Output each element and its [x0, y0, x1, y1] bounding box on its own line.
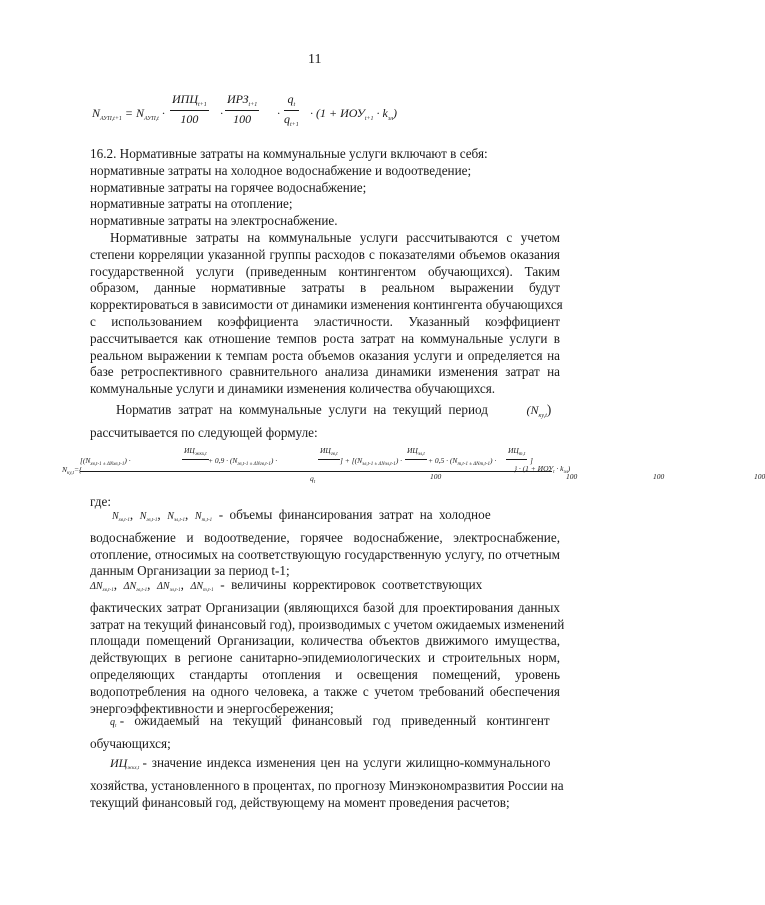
document-page: 11 $N_{АУП,t+1} = N_{АУП,t}$ · $ИПЦ_{t+1}$ 100 · $ИРЗ_{t+1}$ 100 · $\frac{q_t}{q_{t+1}}$ · $(1 + ИОУ_{t+1} \cdot k_{эл})$ 16.2. Нормативные затраты на коммунальные услуги включают в себя: нормативные затраты на холодное водоснабжение и водоотведение; нормативные затраты на горячее водоснабжение; нормативные затраты на отопление; нормативные затраты на электроснабжение. Нормативные затраты на коммунальные услуги рассчитываются с учетом степени корреляции указанной группы расходов с показателями объемов оказания государственной услуги (приведенным контингентом обучающихся). Таким образом, данные нормативные затраты в реальном выражении будут корректироваться в зависимости от динамики изменения контингента обучающихся с использованием коэффициента эластичности. Указанный коэффициент рассчитывается как отношение темпов роста затрат на коммунальные услуги в реальном выражении к темпам роста объемов оказания услуги и определяется на базе ретроспективного сравнительного анализа динамики изменения затрат на коммунальные услуги и динамики изменения количества обучающихся. Норматив затрат на коммунальные услуги на текущий период $(N_{ку,t})$ рассчитывается по следующей формуле: $N_{ку,t}=${ [$(N_{хв,t-1 \pm \Delta Nхв,t-1})$ · $ИЦ_{жкх,t}$ 100 + $0,9 \cdot (N_{гв,t-1 \pm \Delta Nгв,t-1})$ · $ИЦ_{гв,t}$ 100 ] + [$(N_{эл,t-1 \pm \Delta Nэл,t-1})$ · $ИЦ_{эл,t}$ 100 + $0,5 \cdot (N_{т,t-1 \pm \Delta Nт,t-1})$ · $ИЦ_{т,t}$ 100 ] $q_t$ } · $(1 + ИОУ_t \cdot k_{эл})$ где: $N_{хв,t-1}$, $N_{гв,t-1}$, $N_{эл,t-1}$, $N_{т,t-1}$ - объемы финансирования затрат на холодное водоснабжение и водоотведение, горячее водоснабжение, электроснабжение, отопление, относимых на соответствующую государственную услугу, по отчетным данным Организации за период t-1; $\Delta N_{хв,t-1}$, $\Delta N_{гв,t-1}$, $\Delta N_{эл,t-1}$, $\Delta N_{т,t-1}$ - величины корректировок соответствующих фактических затрат Организации (являющихся базой для проектирования данных затрат на текущий финансовый год), производимых с учетом ожидаемых изменений площади помещений Организации, количества объектов движимого имущества, действующих в регионе санитарно-эпидемиологических и строительных норм, определяющих стандарты отопления и освещения помещений, уровень водопотребления на одного человека, а также с учетом требований обеспечения энергоэффективности и энергосбережения; $q_t$ - ожидаемый на текущий финансовый год приведенный контингент обучающихся; ИЦжкх,t - значение индекса изменения цен на услуги жилищно-коммунального хозяйства, установленного в процентах, по прогнозу Минэкономразвития России на текущий финансовый год, действующему на момент проведения расчетов;: [62, 52, 765, 810]
list-item: нормативные затраты на электроснабжение.: [90, 213, 338, 229]
text-line: данным Организации за период t-1;: [90, 563, 290, 579]
text-line: реальном выражении к темпам роста объемов оказания услуги и определяется на: [90, 347, 560, 363]
text-line: корректироваться в зависимости от динамики изменения контингента обучающихся: [90, 297, 563, 313]
text-line: фактических затрат Организации (являющихся базой для проектирования данных: [90, 599, 560, 615]
formula-subscript: АУП,t+1: [100, 116, 122, 122]
formula-symbol: · (1 + ИОУ: [310, 106, 365, 120]
text-line: степени корреляции указанной группы расходов с показателями объемов оказания: [90, 246, 560, 262]
text-line: образом, данные нормативные затраты в реальном выражении будут: [90, 280, 560, 296]
text-line: энергоэффективности и энергосбережения;: [90, 700, 334, 716]
formula-fraction-bar: [80, 471, 552, 472]
text-line: с использованием коэффициента эластичности. Указанный коэффициент: [90, 313, 560, 329]
definition-price-index: [90, 755, 564, 811]
text-line: хозяйства, установленного в процентах, по прогнозу Минэкономразвития России на: [90, 777, 564, 793]
formula-numerator: [$(N_{хв,t-1 \pm \Delta Nхв,t-1})$ · $ИЦ_{жкх,t}$ 100 + $0,9 \cdot (N_{гв,t-1 \pm \Delta Nгв,t-1})$ · $ИЦ_{гв,t}$ 100 ] + [$(N_{эл,t-1 \pm \Delta Nэл,t-1})$ · $ИЦ_{эл,t}$ 100 + $0,5 \cdot (N_{т,t-1 \pm \Delta Nт,t-1})$ · $ИЦ_{т,t}$ 100 ]: [80, 446, 765, 481]
section-heading: 16.2. Нормативные затраты на коммунальные услуги включают в себя:: [90, 146, 488, 161]
formula-fraction: $ИПЦ_{t+1}$ 100: [172, 92, 207, 126]
text-line: - объемы финансирования затрат на холодное: [218, 507, 491, 522]
text-line: текущий финансовый год, действующему на момент проведения расчетов;: [90, 794, 510, 810]
page-number: 11: [308, 52, 322, 67]
formula-symbol: $N_{эл,t-1}$: [167, 511, 186, 523]
formula-subscript: АУП,t: [144, 116, 159, 122]
formula-symbol: = N: [124, 106, 144, 120]
formula-symbol: $N_{гв,t-1}$: [139, 511, 158, 523]
text-line: базе ретроспективного сравнительного анализа динамики изменения затрат на: [90, 364, 560, 380]
text-line: рассчитывается как отношение темпов роста затрат на коммунальные услуги в: [90, 330, 560, 346]
formula-symbol: N: [92, 106, 101, 120]
formula-symbol: $\Delta N_{гв,t-1}$: [123, 581, 148, 593]
formula-fraction: $ИЦ_{т,t}$ 100: [508, 446, 765, 481]
formula-symbol: $\Delta N_{эл,t-1}$: [157, 581, 181, 593]
formula-symbol: ИЦжкх,t: [110, 756, 140, 771]
text-line: - величины корректировок соответствующих: [220, 577, 483, 592]
list-item: нормативные затраты на холодное водоснабжение и водоотведение;: [90, 162, 472, 178]
formula-symbol: $N_{хв,t-1}$: [112, 511, 130, 523]
text-line: водоснабжение и водоотведение, горячее водоснабжение, электроснабжение,: [90, 529, 560, 545]
text-line: Норматив затрат на коммунальные услуги на текущий период: [116, 402, 488, 417]
formula-symbol: $\Delta N_{т,t-1}$: [190, 581, 214, 593]
text-line: площади помещений Организации, количества объектов движимого имущества,: [90, 633, 560, 649]
formula-denominator: $q_t$: [310, 474, 316, 485]
list-item: нормативные затраты на горячее водоснабжение;: [90, 179, 367, 195]
formula-fraction: $ИЦ_{гв,t}$ 100: [320, 446, 578, 481]
formula-symbol: $N_{т,t-1}$: [194, 511, 213, 523]
definition-contingent: [90, 713, 560, 753]
list-item: нормативные затраты на отопление;: [90, 196, 293, 212]
paragraph-utilities: [90, 230, 563, 398]
formula-fraction: $ИЦ_{эл,t}$ 100: [407, 446, 665, 481]
text-line: отопление, относимых на соответствующую государственную услугу, по отчетным: [90, 546, 560, 562]
section-16-2: [90, 146, 560, 230]
paragraph-normative: [90, 402, 560, 442]
text-line: - значение индекса изменения цен на услуги жилищно-коммунального: [142, 755, 551, 770]
formula-fraction: $\frac{q_t}{q_{t+1}}$: [284, 92, 299, 128]
formula-fraction: $ИРЗ_{t+1}$ 100: [227, 92, 258, 126]
formula-symbol: $(N_{ку,t})$: [526, 402, 552, 419]
where-label: где:: [90, 494, 111, 509]
text-line: водопотребления на одного человека, а также с учетом требований обеспечения: [90, 683, 560, 699]
formula-symbol: $\Delta N_{хв,t-1}$: [90, 581, 114, 593]
formula-lhs: $N_{ку,t}=${: [62, 465, 83, 476]
definition-volumes: $N_{хв,t-1}$, $N_{гв,t-1}$, $N_{эл,t-1}$, $N_{т,t-1}$ - объемы финансирования затрат на холодное водоснабжение и водоотведение, горячее водоснабжение, электроснабжение, отопление, относимых на соответствующую государственную услугу, по отчетным данным Организации за период t-1;: [90, 507, 560, 579]
formula-tail: } · $(1 + ИОУ_t \cdot k_{эл})$: [514, 464, 571, 475]
definition-corrections: $\Delta N_{хв,t-1}$, $\Delta N_{гв,t-1}$, $\Delta N_{эл,t-1}$, $\Delta N_{т,t-1}$ - величины корректировок соответствующих фактических затрат Организации (являющихся базой для проектирования данных затрат на текущий финансовый год), производимых с учетом ожидаемых изменений площади помещений Организации, количества объектов движимого имущества, действующих в регионе санитарно-эпидемиологических и строительных норм, определяющих стандарты отопления и освещения помещений, уровень водопотребления на одного человека, а также с учетом требований обеспечения энергоэффективности и энергосбережения;: [90, 577, 565, 716]
text-line: - ожидаемый на текущий финансовый год приведенный контингент: [119, 713, 550, 728]
text-line: обучающихся;: [90, 735, 171, 751]
text-line: государственной услуги (приведенным контингентом обучающихся). Таким: [90, 263, 560, 279]
text-line: действующих в регионе санитарно-эпидемиологических и строительных норм,: [90, 650, 560, 666]
formula-fraction: $ИЦ_{жкх,t}$ 100: [184, 446, 442, 481]
text-line: затрат на текущий финансовый год), производимых с учетом ожидаемых изменений: [90, 616, 565, 632]
text-line: определяющих стандарты отопления и освещения помещений, уровень: [90, 666, 560, 682]
text-line: коммунальные услуги и динамики изменения количества обучающихся.: [90, 381, 496, 397]
formula-symbol: $q_t$: [110, 717, 117, 729]
text-line: Нормативные затраты на коммунальные услуги рассчитываются с учетом: [110, 230, 560, 245]
formula-utilities: [62, 446, 765, 489]
text-line: рассчитывается по следующей формуле:: [90, 424, 318, 440]
